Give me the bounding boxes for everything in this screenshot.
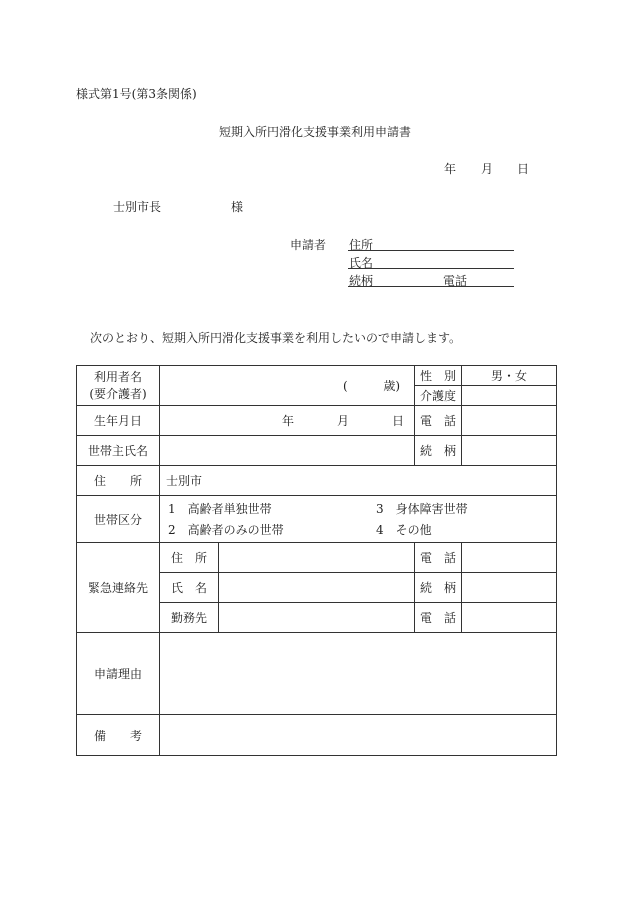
- reason-cell[interactable]: [160, 633, 557, 715]
- intro-text: 次のとおり、短期入所円滑化支援事業を利用したいので申請します。: [90, 331, 462, 345]
- emergency-relation-label: 続 柄: [415, 573, 462, 603]
- reason-label: 申請理由: [77, 633, 160, 715]
- birth-year: 年: [282, 414, 295, 428]
- application-table: [76, 365, 557, 756]
- emergency-phone-label: 電 話: [415, 543, 462, 573]
- phone-cell[interactable]: [462, 406, 557, 436]
- relation-cell[interactable]: [462, 436, 557, 466]
- birthdate-cell[interactable]: [160, 406, 415, 436]
- care-level-cell[interactable]: [462, 386, 557, 406]
- applicant-relation-line[interactable]: [348, 286, 514, 287]
- applicant-relation-label: 続柄: [349, 274, 374, 288]
- applicant-name-label: 氏名: [349, 256, 374, 270]
- date-year: 年: [444, 162, 457, 176]
- applicant-address-label: 住所: [349, 238, 374, 252]
- emergency-address-label: 住 所: [160, 543, 219, 573]
- age-open-paren: (: [342, 379, 348, 393]
- emergency-work-phone-label: 電 話: [415, 603, 462, 633]
- applicant-label: 申請者: [290, 238, 327, 252]
- sex-value[interactable]: 男・女: [462, 366, 557, 386]
- household-type-options[interactable]: [160, 496, 557, 543]
- applicant-phone-label: 電話: [443, 274, 468, 288]
- date-month: 月: [481, 162, 494, 176]
- care-level-label: 介護度: [415, 386, 462, 406]
- household-option-4[interactable]: 4 その他: [376, 523, 432, 537]
- emergency-work-label: 勤務先: [160, 603, 219, 633]
- applicant-address-line[interactable]: [348, 250, 514, 251]
- emergency-work-phone-cell[interactable]: [462, 603, 557, 633]
- emergency-relation-cell[interactable]: [462, 573, 557, 603]
- emergency-address-cell[interactable]: [219, 543, 415, 573]
- form-number: 様式第1号(第3条関係): [76, 87, 197, 101]
- user-name-label: 利用者名 (要介護者): [77, 366, 160, 406]
- remarks-label: 備 考: [77, 715, 160, 756]
- sex-label: 性 別: [415, 366, 462, 386]
- emergency-work-cell[interactable]: [219, 603, 415, 633]
- birth-month: 月: [336, 414, 349, 428]
- remarks-cell[interactable]: [160, 715, 557, 756]
- addressee-mayor: 士別市長: [113, 200, 162, 214]
- address-value[interactable]: 士別市: [160, 466, 557, 496]
- relation-label: 続 柄: [415, 436, 462, 466]
- birthdate-label: 生年月日: [77, 406, 160, 436]
- emergency-name-cell[interactable]: [219, 573, 415, 603]
- household-head-label: 世帯主氏名: [77, 436, 160, 466]
- birth-day: 日: [391, 414, 404, 428]
- emergency-name-label: 氏 名: [160, 573, 219, 603]
- household-type-label: 世帯区分: [77, 496, 160, 543]
- household-option-2[interactable]: 2 高齢者のみの世帯: [168, 523, 284, 537]
- addressee-honorific: 様: [231, 200, 244, 214]
- user-name-cell[interactable]: [160, 366, 415, 406]
- emergency-phone-cell[interactable]: [462, 543, 557, 573]
- household-head-cell[interactable]: [160, 436, 415, 466]
- date-day: 日: [517, 162, 530, 176]
- household-option-3[interactable]: 3 身体障害世帯: [376, 502, 468, 516]
- household-option-1[interactable]: 1 高齢者単独世帯: [168, 502, 272, 516]
- applicant-name-line[interactable]: [348, 268, 514, 269]
- address-label: 住 所: [77, 466, 160, 496]
- age-unit: 歳): [383, 379, 400, 393]
- form-title: 短期入所円滑化支援事業利用申請書: [218, 125, 411, 139]
- emergency-contact-label: 緊急連絡先: [77, 543, 160, 633]
- phone-label: 電 話: [415, 406, 462, 436]
